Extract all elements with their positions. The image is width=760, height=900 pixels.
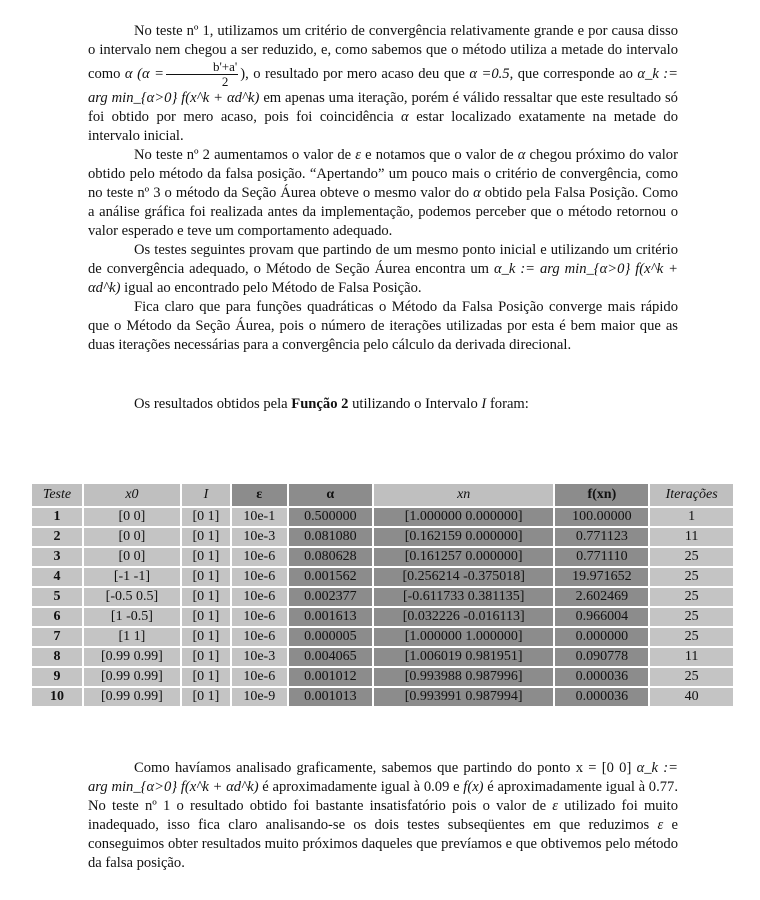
cell-xn: [0.161257 0.000000] [374, 548, 554, 566]
header-alpha: α [289, 484, 372, 506]
cell-teste: 5 [32, 588, 82, 606]
paragraph-1 [88, 22, 678, 146]
italic-text: I [481, 396, 487, 412]
paragraph-4 [88, 298, 678, 355]
math-alpha: α [401, 109, 409, 125]
cell-xn: [-0.611733 0.381135] [374, 588, 554, 606]
cell-fxn: 100.00000 [555, 508, 648, 526]
cell-x0: [0.99 0.99] [84, 668, 180, 686]
cell-interval: [0 1] [182, 628, 230, 646]
fraction [166, 60, 238, 89]
cell-epsilon: 10e-6 [232, 668, 287, 686]
bold-text: Função 2 [291, 396, 349, 412]
math-epsilon: ε [657, 817, 664, 833]
cell-fxn: 0.771123 [555, 528, 648, 546]
text: é aproximadamente igual à 0.09 e [262, 779, 460, 795]
math-alpha: α [473, 185, 481, 201]
cell-alpha: 0.000005 [289, 628, 372, 646]
cell-x0: [0 0] [84, 528, 180, 546]
header-teste: Teste [32, 484, 82, 506]
cell-teste: 9 [32, 668, 82, 686]
text: No teste nº 1, utilizamos um critério de convergência relativamente grande e por causa disso o intervalo nem chegou a ser reduzido, e, como sabemos que o método utiliza a metade do intervalo como [88, 23, 678, 82]
cell-xn: [0.162159 0.000000] [374, 528, 554, 546]
cell-x0: [0 0] [84, 508, 180, 526]
cell-fxn: 0.966004 [555, 608, 648, 626]
cell-iterations: 40 [650, 688, 733, 706]
cell-alpha: 0.001013 [289, 688, 372, 706]
document-body [88, 22, 678, 420]
table-header-row [32, 484, 733, 506]
text: ), o resultado por mero acaso deu que [240, 65, 465, 82]
text: Como havíamos analisado graficamente, sabemos que partindo do ponto x = [0 0] [134, 760, 632, 776]
cell-epsilon: 10e-9 [232, 688, 287, 706]
paragraph-3 [88, 241, 678, 298]
cell-xn: [1.000000 0.000000] [374, 508, 554, 526]
cell-fxn: 2.602469 [555, 588, 648, 606]
cell-fxn: 0.771110 [555, 548, 648, 566]
cell-xn: [0.993991 0.987994] [374, 688, 554, 706]
cell-xn: [0.993988 0.987996] [374, 668, 554, 686]
table-intro [134, 395, 678, 414]
cell-iterations: 11 [650, 528, 733, 546]
cell-epsilon: 10e-3 [232, 648, 287, 666]
cell-x0: [1 1] [84, 628, 180, 646]
cell-x0: [0.99 0.99] [84, 688, 180, 706]
text: Os resultados obtidos pela [134, 396, 288, 412]
table-row [32, 628, 733, 646]
cell-fxn: 0.090778 [555, 648, 648, 666]
cell-interval: [0 1] [182, 528, 230, 546]
cell-interval: [0 1] [182, 648, 230, 666]
cell-alpha: 0.081080 [289, 528, 372, 546]
text: chegou próximo do valor obtido pelo método da falsa posição. “Apertando” um pouco mais o critério de convergência, como no teste nº 3 o método da Seção Áurea obteve o mesmo valor do [88, 147, 678, 201]
text: obtido pela Falsa Posição. Como a análise gráfica foi realizada antes da implementação, podemos perceber que o método retornou o valor esperado e teve um comportamento adequado. [88, 185, 678, 239]
table-body [32, 508, 733, 706]
cell-alpha: 0.001012 [289, 668, 372, 686]
cell-alpha: 0.002377 [289, 588, 372, 606]
cell-fxn: 19.971652 [555, 568, 648, 586]
cell-teste: 8 [32, 648, 82, 666]
header-epsilon: ε [232, 484, 287, 506]
cell-iterations: 25 [650, 568, 733, 586]
cell-iterations: 11 [650, 648, 733, 666]
cell-interval: [0 1] [182, 508, 230, 526]
header-fxn: f(xn) [555, 484, 648, 506]
text: e conseguimos obter resultados muito próximos daqueles que prevíamos e que obtivemos pelo método da falsa posição. [88, 817, 678, 871]
paragraph-2 [88, 146, 678, 241]
text: Fica claro que para funções quadráticas o Método da Falsa Posição converge mais rápido que o Método da Seção Áurea, pois o número de iterações utilizadas por esta é bem maior que as duas iterações necessárias para a convergência pelo cálculo da derivada direcional. [88, 299, 678, 353]
cell-interval: [0 1] [182, 588, 230, 606]
table-row [32, 588, 733, 606]
cell-x0: [-0.5 0.5] [84, 588, 180, 606]
results-table [30, 482, 735, 708]
table-row [32, 508, 733, 526]
cell-teste: 2 [32, 528, 82, 546]
cell-interval: [0 1] [182, 548, 230, 566]
cell-xn: [1.000000 1.000000] [374, 628, 554, 646]
cell-epsilon: 10e-6 [232, 608, 287, 626]
cell-alpha: 0.004065 [289, 648, 372, 666]
cell-teste: 10 [32, 688, 82, 706]
cell-xn: [0.256214 -0.375018] [374, 568, 554, 586]
fraction-denominator: 2 [221, 74, 229, 89]
cell-epsilon: 10e-6 [232, 548, 287, 566]
math-fx: f(x) [463, 779, 484, 795]
cell-interval: [0 1] [182, 668, 230, 686]
table-row [32, 568, 733, 586]
table-row [32, 688, 733, 706]
cell-fxn: 0.000000 [555, 628, 648, 646]
table-row [32, 608, 733, 626]
cell-iterations: 25 [650, 628, 733, 646]
cell-teste: 3 [32, 548, 82, 566]
conclusion-paragraph [88, 759, 678, 873]
fraction-numerator: b'+a' [166, 60, 238, 75]
text: utilizando o Intervalo [352, 396, 478, 412]
cell-alpha: 0.500000 [289, 508, 372, 526]
cell-x0: [0 0] [84, 548, 180, 566]
cell-alpha: 0.080628 [289, 548, 372, 566]
text: e notamos que o valor de [365, 147, 514, 163]
text: No teste nº 2 aumentamos o valor de [134, 147, 352, 163]
math-alpha: α [124, 65, 133, 82]
text: utilizado foi muito inadequado, isso fica claro analisando-se os dois testes subseqüentes em que reduzimos [88, 798, 679, 833]
cell-iterations: 25 [650, 608, 733, 626]
cell-iterations: 25 [650, 588, 733, 606]
cell-interval: [0 1] [182, 608, 230, 626]
table-row [32, 548, 733, 566]
header-xn: xn [374, 484, 554, 506]
table-row [32, 528, 733, 546]
header-iterations: Iterações [650, 484, 733, 506]
cell-epsilon: 10e-1 [232, 508, 287, 526]
table-row [32, 668, 733, 686]
header-x0: x0 [84, 484, 180, 506]
cell-teste: 1 [32, 508, 82, 526]
cell-interval: [0 1] [182, 688, 230, 706]
cell-teste: 6 [32, 608, 82, 626]
cell-epsilon: 10e-6 [232, 588, 287, 606]
cell-fxn: 0.000036 [555, 688, 648, 706]
cell-x0: [1 -0.5] [84, 608, 180, 626]
math-alpha-eq: α =0.5 [469, 65, 510, 82]
math-frac-open: (α = [137, 65, 164, 82]
text: Os testes seguintes provam que partindo de um mesmo ponto inicial e utilizando um critério de convergência adequado, o Método de Seção Áurea encontra um [88, 242, 678, 277]
cell-xn: [1.006019 0.981951] [374, 648, 554, 666]
cell-xn: [0.032226 -0.016113] [374, 608, 554, 626]
cell-teste: 4 [32, 568, 82, 586]
math-argmin: α_k := arg min_{α>0} f(x^k + αd^k) [88, 65, 678, 106]
cell-fxn: 0.000036 [555, 668, 648, 686]
cell-epsilon: 10e-6 [232, 568, 287, 586]
cell-epsilon: 10e-3 [232, 528, 287, 546]
text: igual ao encontrado pelo Método de Falsa Posição. [124, 280, 422, 296]
math-alpha: α [517, 147, 526, 163]
cell-alpha: 0.001562 [289, 568, 372, 586]
cell-x0: [-1 -1] [84, 568, 180, 586]
cell-x0: [0.99 0.99] [84, 648, 180, 666]
cell-interval: [0 1] [182, 568, 230, 586]
text: em apenas uma iteração, porém é válido ressaltar que este resultado só foi obtido por mero acaso, pois foi coincidência [88, 90, 678, 125]
math-argmin: α_k := arg min_{α>0} f(x^k + αd^k) [88, 261, 678, 296]
table-row [32, 648, 733, 666]
cell-iterations: 25 [650, 668, 733, 686]
math-epsilon: ε [355, 147, 362, 163]
text: foram: [489, 396, 529, 412]
cell-iterations: 25 [650, 548, 733, 566]
text: , que corresponde ao [509, 65, 633, 82]
cell-alpha: 0.001613 [289, 608, 372, 626]
math-epsilon: ε [552, 798, 559, 814]
text: estar localizado exatamente na metade do intervalo inicial. [88, 109, 678, 144]
header-interval: I [182, 484, 230, 506]
cell-teste: 7 [32, 628, 82, 646]
cell-epsilon: 10e-6 [232, 628, 287, 646]
text: é aproximadamente igual à 0.77. No teste nº 1 o resultado obtido foi bastante insatisfatório pois o valor de [88, 779, 678, 814]
cell-iterations: 1 [650, 508, 733, 526]
math-argmin: α_k := arg min_{α>0} f(x^k + αd^k) [88, 760, 678, 795]
